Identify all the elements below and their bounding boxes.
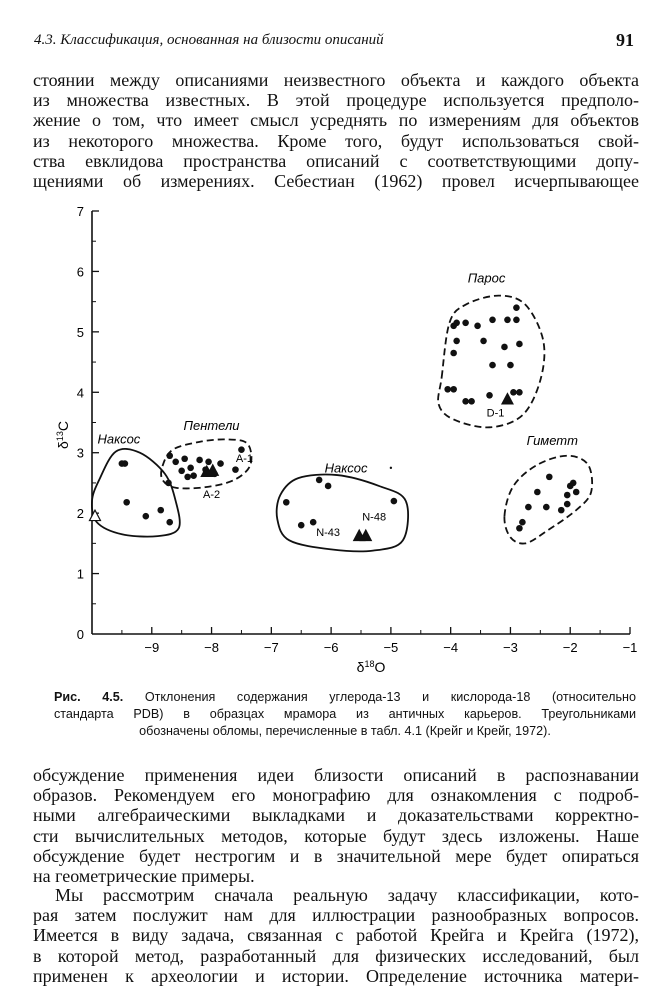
sample-label: A-2 xyxy=(202,489,221,502)
section-title: 4.3. Классификация, основанная на близости описаний xyxy=(34,32,384,48)
data-point xyxy=(453,338,460,345)
data-point xyxy=(564,501,571,508)
data-point xyxy=(516,389,523,396)
data-point xyxy=(316,477,323,484)
text-line: щениями об измерениях. Себестиан (1962) провел исчерпывающее xyxy=(33,171,639,192)
data-point xyxy=(450,386,457,393)
text-line: стоянии между описаниями неизвестного объекта и каждого объекта xyxy=(33,70,639,90)
data-point xyxy=(217,460,224,467)
data-point xyxy=(504,316,511,323)
sample-label: N-43 xyxy=(316,527,341,540)
paragraph-last xyxy=(33,885,639,986)
sample-label: N-48 xyxy=(362,511,387,524)
group-outline xyxy=(92,449,180,537)
data-point xyxy=(543,504,550,511)
text-line: образов. Рекомендуем его монографию для ознакомления с подроб- xyxy=(33,785,639,806)
y-axis-label: $\delta^{13}C$ xyxy=(55,421,71,449)
data-point xyxy=(166,519,173,526)
caption-line: Отклонения содержания углерода-13 и кислорода-18 (относительно xyxy=(144,690,637,704)
data-point xyxy=(187,465,194,472)
data-point xyxy=(570,480,577,487)
paragraph-bottom xyxy=(33,765,639,886)
y-tick-label: 6 xyxy=(76,264,84,280)
text-line: сти вычислительных методов, которые будут здесь изложены. Наше xyxy=(33,825,639,846)
x-tick-label: −8 xyxy=(204,640,219,655)
data-point xyxy=(462,319,469,326)
data-point xyxy=(310,519,317,526)
text-line: Мы рассмотрим сначала реальную задачу классификации, кото- xyxy=(55,885,639,905)
data-point xyxy=(468,398,475,405)
page-number: 91 xyxy=(616,30,634,50)
data-point xyxy=(519,519,526,526)
text-line: ства евклидова пространства описаний с соответствующими допу- xyxy=(33,150,639,171)
text-line: обсуждение применения идеи близости описаний в распознавании xyxy=(33,765,639,785)
data-point xyxy=(534,489,541,496)
data-point xyxy=(510,389,517,396)
text-line: на геометрические примеры. xyxy=(33,866,255,887)
data-point xyxy=(546,474,553,481)
y-tick-label: 3 xyxy=(76,445,84,461)
data-point xyxy=(166,452,173,459)
data-point xyxy=(564,492,571,499)
data-point xyxy=(486,392,493,399)
data-point xyxy=(462,398,469,405)
data-point xyxy=(516,341,523,348)
data-point xyxy=(205,458,212,465)
caption-lead: Рис. 4.5. xyxy=(54,690,124,704)
data-point xyxy=(325,483,332,490)
text-line: обсуждение будет нестрогим и в значительной мере будет опираться xyxy=(33,845,639,866)
scatter-chart xyxy=(0,195,654,685)
data-point xyxy=(525,504,532,511)
data-point xyxy=(444,386,451,393)
data-point xyxy=(283,499,290,506)
data-point xyxy=(123,499,130,506)
data-point xyxy=(184,474,191,481)
y-tick-label: 4 xyxy=(76,385,84,401)
data-point xyxy=(489,362,496,369)
group-label: Наксос xyxy=(97,431,141,447)
data-point xyxy=(391,498,398,505)
y-tick-label: 7 xyxy=(76,204,84,219)
x-axis-label: $\delta^{18}O$ xyxy=(356,659,386,675)
data-point xyxy=(172,458,179,465)
x-tick-label: −1 xyxy=(622,640,638,655)
text-line: жение о том, что имеет смысл усреднять по измерениям для объектов xyxy=(33,110,639,131)
data-point xyxy=(489,316,496,323)
data-point xyxy=(181,455,188,462)
paragraph-top xyxy=(33,70,639,191)
data-point xyxy=(516,525,523,532)
data-point xyxy=(513,316,520,323)
caption-line: стандарта PDB) в образцах мрамора из античных карьеров. Треугольниками xyxy=(54,707,636,721)
text-line: из множества известных. В этой процедуре используется предполо- xyxy=(33,90,639,111)
text-line: Имеется в виду задача, связанная с работой Крейга и Крейга (1972), xyxy=(33,925,639,946)
data-point xyxy=(298,522,305,529)
data-point xyxy=(480,338,487,345)
text-line: применен к археологии и истории. Определение источника матери- xyxy=(33,965,639,986)
x-tick-label: −5 xyxy=(383,640,399,655)
data-point xyxy=(513,304,520,311)
data-point xyxy=(558,507,565,514)
text-line: в которой метод, разработанный для физических исследований, был xyxy=(33,945,639,966)
data-point xyxy=(196,457,203,464)
sample-label: D-1 xyxy=(486,407,505,420)
data-point xyxy=(143,513,150,520)
data-point xyxy=(474,323,481,330)
text-line: рая затем послужит нам для иллюстрации разнообразных вопросов. xyxy=(33,905,639,926)
text-line: ными алгебраическими выкладками и доказательствами корректно- xyxy=(33,805,639,826)
group-label: Наксос xyxy=(324,460,368,476)
x-tick-label: −9 xyxy=(144,640,160,655)
y-tick-label: 2 xyxy=(76,506,84,522)
data-point xyxy=(157,507,164,514)
x-tick-label: −4 xyxy=(443,640,459,655)
figure-caption xyxy=(54,689,636,740)
x-tick-label: −3 xyxy=(503,640,518,655)
data-point xyxy=(178,468,185,475)
data-point xyxy=(501,344,508,351)
data-point xyxy=(190,472,197,479)
data-point xyxy=(453,319,460,326)
x-tick-label: −2 xyxy=(562,640,578,655)
data-point xyxy=(119,460,126,467)
group-label: Парос xyxy=(467,270,506,286)
group-label: Гиметт xyxy=(526,432,578,448)
y-tick-label: 0 xyxy=(76,627,84,642)
data-point xyxy=(450,350,457,357)
text-line: из некоторого множества. Кроме того, будут использоваться свой- xyxy=(33,130,639,151)
group-outline xyxy=(277,475,408,552)
x-tick-label: −6 xyxy=(323,640,339,655)
data-point xyxy=(232,466,239,473)
triangle-marker xyxy=(502,393,513,403)
data-point xyxy=(507,362,514,369)
x-tick-label: −7 xyxy=(263,640,279,655)
y-tick-label: 5 xyxy=(76,324,84,340)
group-label: Пентели xyxy=(183,417,240,433)
stray-mark xyxy=(390,467,392,469)
caption-line: обозначены обломы, перечисленные в табл. 4.1 (Крейг и Крейг, 1972). xyxy=(139,724,551,738)
sample-label: A-1 xyxy=(235,452,253,465)
data-point xyxy=(573,489,580,496)
y-tick-label: 1 xyxy=(76,566,84,582)
page-header xyxy=(34,30,634,54)
triangle-marker xyxy=(89,510,100,520)
